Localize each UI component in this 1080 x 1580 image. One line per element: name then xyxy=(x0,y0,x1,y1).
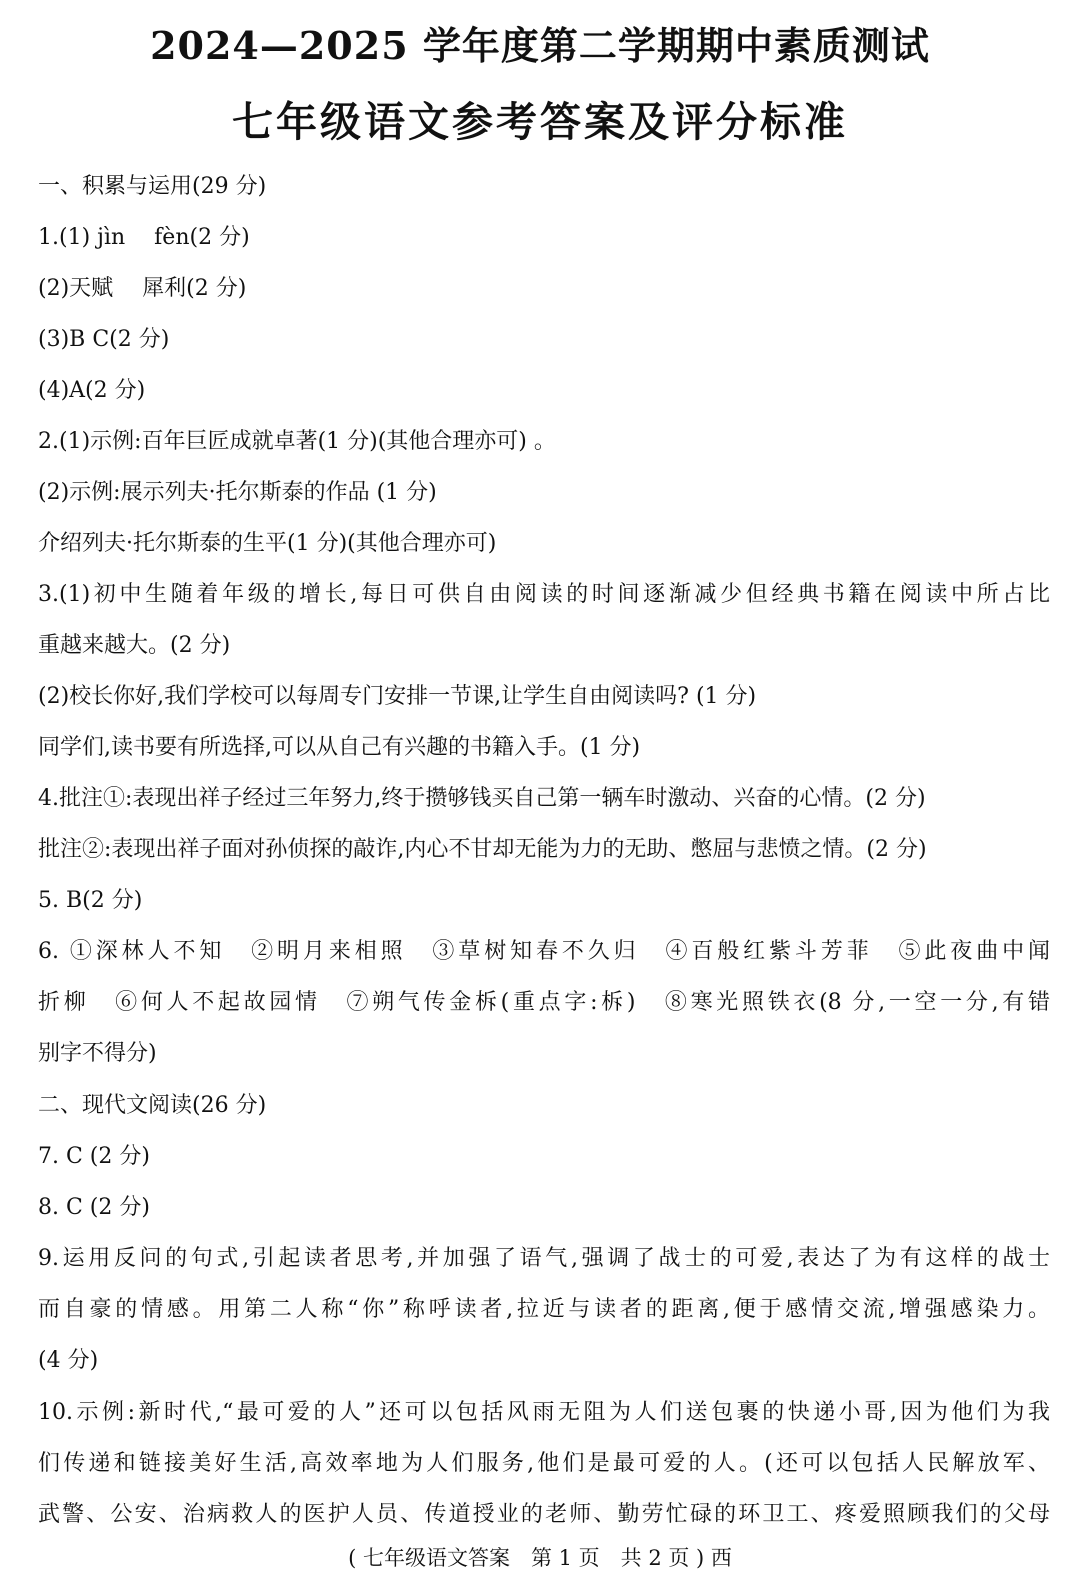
answer-line: 1.(1) jìn fèn(2 分) xyxy=(38,225,250,250)
answer-line: 重越来越大。(2 分) xyxy=(38,633,231,658)
answer-key-title: 七年级语文参考答案及评分标准 xyxy=(232,98,848,146)
answer-line: 别字不得分) xyxy=(38,1041,157,1066)
answer-line: 3.(1)初中生随着年级的增长,每日可供自由阅读的时间逐渐减少但经典书籍在阅读中所占比 xyxy=(38,582,1050,607)
answer-line: 们传递和链接美好生活,高效率地为人们服务,他们是最可爱的人。(还可以包括人民解放军、 xyxy=(38,1451,1050,1476)
answer-line: 介绍列夫·托尔斯泰的生平(1 分)(其他合理亦可) xyxy=(38,531,497,556)
answer-line: 而自豪的情感。用第二人称“你”称呼读者,拉近与读者的距离,便于感情交流,增强感染力。 xyxy=(38,1297,1050,1322)
answer-line: 8. C (2 分) xyxy=(38,1195,150,1220)
exam-title: 2024—2025 学年度第二学期期中素质测试 xyxy=(150,23,930,68)
answer-line: 批注②:表现出祥子面对孙侦探的敲诈,内心不甘却无能为力的无助、憋屈与悲愤之情。(2 分) xyxy=(38,837,927,862)
page-footer: ( 七年级语文答案 第 1 页 共 2 页 ) 西 xyxy=(348,1546,732,1570)
section-heading: 一、积累与运用(29 分) xyxy=(38,174,267,199)
answer-line: 2.(1)示例:百年巨匠成就卓著(1 分)(其他合理亦可) 。 xyxy=(38,429,556,454)
answer-line: (4 分) xyxy=(38,1348,99,1373)
answer-line: 折柳 ⑥何人不起故园情 ⑦朔气传金柝(重点字:柝) ⑧寒光照铁衣(8 分,一空一分,有错 xyxy=(38,990,1050,1015)
answer-line: 5. B(2 分) xyxy=(38,888,143,913)
answer-line: (2)示例:展示列夫·托尔斯泰的作品 (1 分) xyxy=(38,480,437,505)
answer-line: 10.示例:新时代,“最可爱的人”还可以包括风雨无阻为人们送包裹的快递小哥,因为他们为我 xyxy=(38,1400,1050,1425)
answer-line: (4)A(2 分) xyxy=(38,378,146,403)
answer-line: 4.批注①:表现出祥子经过三年努力,终于攒够钱买自己第一辆车时激动、兴奋的心情。(2 分) xyxy=(38,786,926,811)
answer-line: (2)校长你好,我们学校可以每周专门安排一节课,让学生自由阅读吗? (1 分) xyxy=(38,684,757,709)
answer-line: 9.运用反问的句式,引起读者思考,并加强了语气,强调了战士的可爱,表达了为有这样的战士 xyxy=(38,1246,1050,1271)
answer-line: 7. C (2 分) xyxy=(38,1144,150,1169)
answer-line: (3)B C(2 分) xyxy=(38,327,170,352)
answer-line: (2)天赋 犀利(2 分) xyxy=(38,276,247,301)
answer-line: 武警、公安、治病救人的医护人员、传道授业的老师、勤劳忙碌的环卫工、疼爱照顾我们的父母 xyxy=(38,1502,1050,1527)
answer-line: 6. ①深林人不知 ②明月来相照 ③草树知春不久归 ④百般红紫斗芳菲 ⑤此夜曲中闻 xyxy=(38,939,1050,964)
answer-line: 同学们,读书要有所选择,可以从自己有兴趣的书籍入手。(1 分) xyxy=(38,735,641,760)
section-heading: 二、现代文阅读(26 分) xyxy=(38,1093,267,1118)
